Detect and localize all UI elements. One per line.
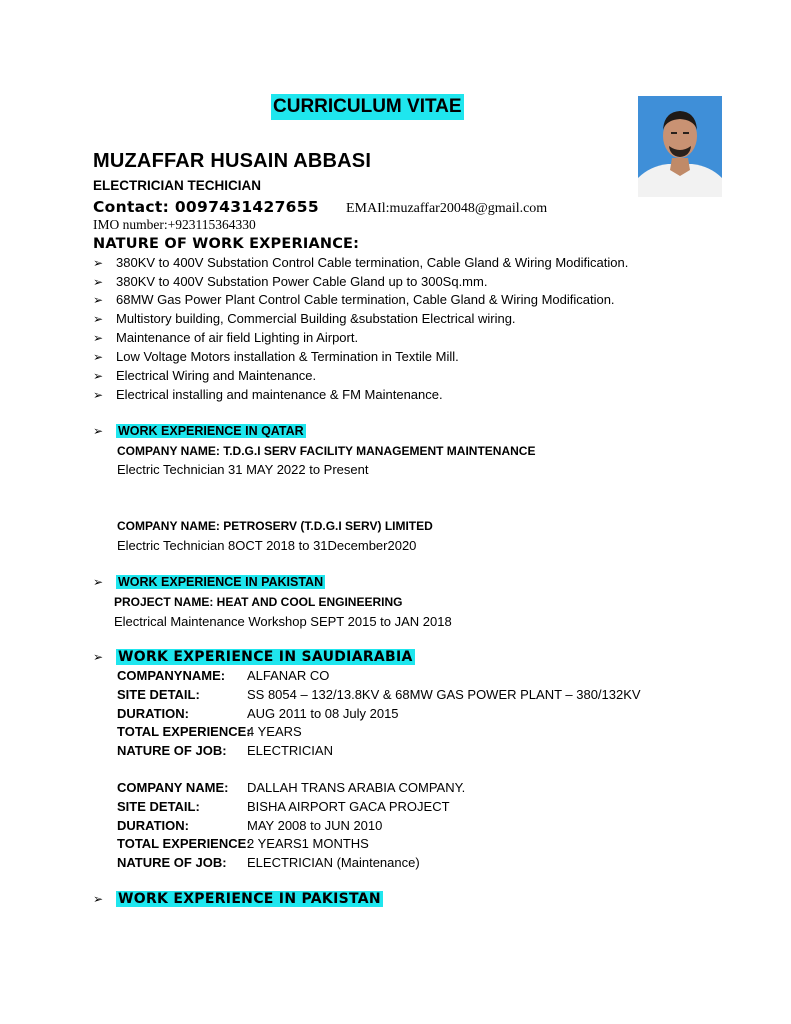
- list-item: ➢ Electrical installing and maintenance & FM Maintenance.: [93, 387, 443, 402]
- list-item: ➢ Electrical Wiring and Maintenance.: [93, 368, 317, 383]
- saudi-c1-site: SITE DETAIL: SS 8054 – 132/13.8KV & 68MW GAS POWER PLANT – 380/132KV: [117, 687, 641, 702]
- arrow-bullet-icon: ➢: [93, 350, 104, 364]
- saudi-c1-job: NATURE OF JOB: ELECTRICIAN: [117, 743, 333, 758]
- candidate-name: MUZAFFAR HUSAIN ABBASI: [93, 150, 372, 172]
- arrow-bullet-icon: ➢: [93, 293, 104, 307]
- arrow-bullet-icon: ➢: [93, 256, 104, 270]
- arrow-bullet-icon: ➢: [93, 650, 104, 664]
- list-item: ➢ Low Voltage Motors installation & Termination in Textile Mill.: [93, 349, 459, 364]
- pakistan-project: PROJECT NAME: HEAT AND COOL ENGINEERING: [114, 595, 403, 609]
- candidate-role: ELECTRICIAN TECHICIAN: [93, 178, 261, 193]
- section-saudi-heading: ➢ WORK EXPERIENCE IN SAUDIARABIA: [93, 649, 413, 665]
- list-item: ➢ 380KV to 400V Substation Power Cable Gland up to 300Sq.mm.: [93, 274, 488, 289]
- list-item: ➢ 380KV to 400V Substation Control Cable termination, Cable Gland & Wiring Modification.: [93, 255, 629, 270]
- arrow-bullet-icon: ➢: [93, 331, 104, 345]
- arrow-bullet-icon: ➢: [93, 275, 104, 289]
- page-title: CURRICULUM VITAE: [271, 94, 464, 120]
- qatar-company-1: COMPANY NAME: T.D.G.I SERV FACILITY MANAGEMENT MAINTENANCE: [117, 444, 536, 458]
- saudi-c2-site: SITE DETAIL: BISHA AIRPORT GACA PROJECT: [117, 799, 450, 814]
- saudi-c1-total: TOTAL EXPERIENCE:4 YEARS: [117, 724, 302, 739]
- saudi-c1-duration: DURATION: AUG 2011 to 08 July 2015: [117, 706, 399, 721]
- section-pakistan-heading: ➢ WORK EXPERIENCE IN PAKISTAN: [93, 575, 324, 589]
- section-qatar-heading: ➢ WORK EXPERIENCE IN QATAR: [93, 424, 304, 438]
- saudi-c2-job: NATURE OF JOB: ELECTRICIAN (Maintenance): [117, 855, 420, 870]
- profile-photo: [638, 96, 722, 197]
- nature-heading: NATURE OF WORK EXPERIANCE:: [93, 236, 360, 252]
- contact-phone: Contact: 0097431427655: [93, 198, 319, 216]
- contact-email: EMAIl:muzaffar20048@gmail.com: [346, 201, 548, 216]
- arrow-bullet-icon: ➢: [93, 312, 104, 326]
- arrow-bullet-icon: ➢: [93, 388, 104, 402]
- arrow-bullet-icon: ➢: [93, 424, 104, 438]
- qatar-company-2: COMPANY NAME: PETROSERV (T.D.G.I SERV) LIMITED: [117, 519, 433, 533]
- person-photo-icon: [638, 96, 722, 197]
- qatar-role-1: Electric Technician 31 MAY 2022 to Present: [117, 462, 369, 477]
- arrow-bullet-icon: ➢: [93, 369, 104, 383]
- section-pakistan-heading-2: ➢ WORK EXPERIENCE IN PAKISTAN: [93, 891, 381, 907]
- list-item: ➢ Maintenance of air field Lighting in Airport.: [93, 330, 359, 345]
- pakistan-role: Electrical Maintenance Workshop SEPT 2015 to JAN 2018: [114, 614, 452, 629]
- arrow-bullet-icon: ➢: [93, 892, 104, 906]
- arrow-bullet-icon: ➢: [93, 575, 104, 589]
- list-item: ➢ 68MW Gas Power Plant Control Cable termination, Cable Gland & Wiring Modification.: [93, 292, 615, 307]
- saudi-c2-total: TOTAL EXPERIENCE:2 YEARS1 MONTHS: [117, 836, 369, 851]
- saudi-c2-company: COMPANY NAME: DALLAH TRANS ARABIA COMPANY.: [117, 780, 466, 795]
- imo-number: IMO number:+923115364330: [93, 217, 256, 232]
- qatar-role-2: Electric Technician 8OCT 2018 to 31December2020: [117, 538, 417, 553]
- list-item: ➢ Multistory building, Commercial Building &substation Electrical wiring.: [93, 311, 516, 326]
- saudi-c1-company: COMPANYNAME: ALFANAR CO: [117, 668, 330, 683]
- saudi-c2-duration: DURATION: MAY 2008 to JUN 2010: [117, 818, 383, 833]
